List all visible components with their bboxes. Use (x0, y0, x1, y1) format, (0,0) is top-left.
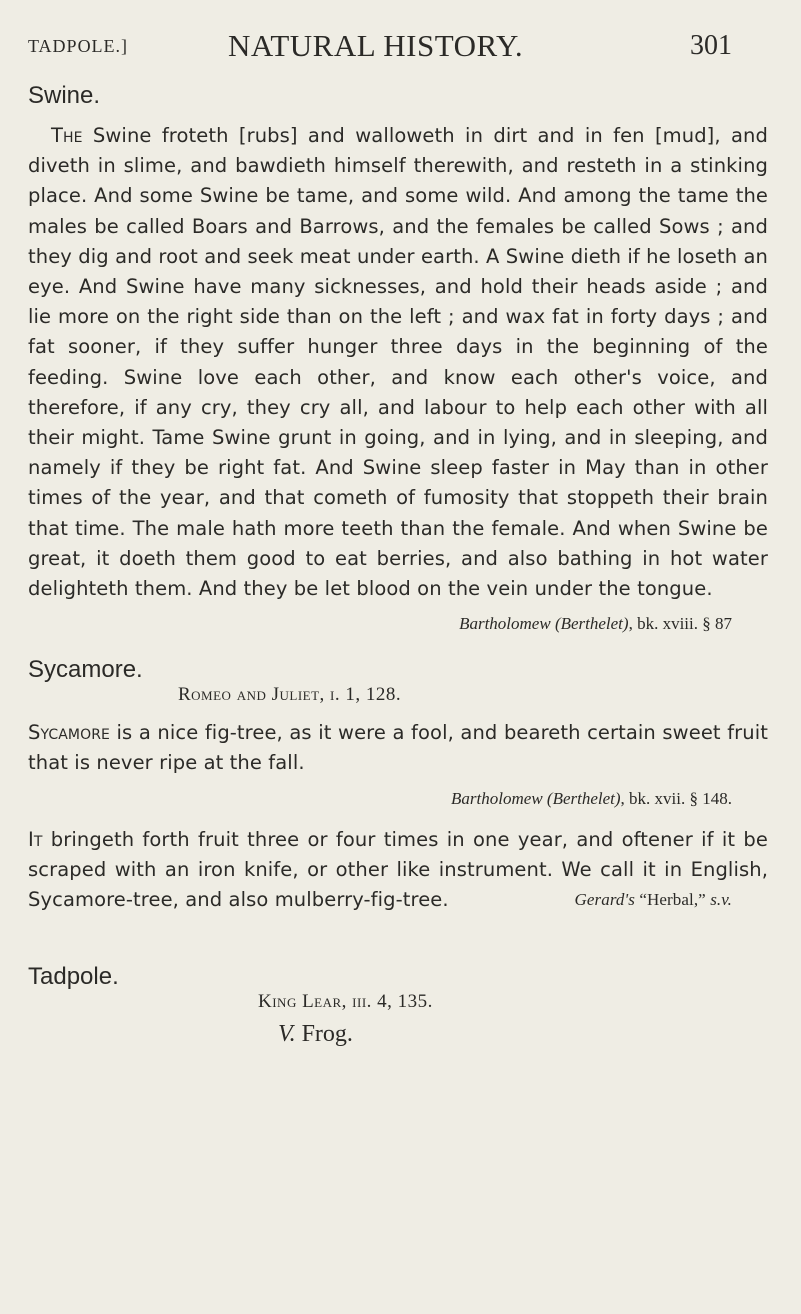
tadpole-reference: King Lear, iii. 4, 135. (258, 991, 433, 1013)
swine-cite-author: Bartholomew (459, 614, 551, 634)
book-page (28, 28, 768, 1048)
sycamore-cite-ref: , bk. xvii. § 148. (620, 788, 732, 808)
tadpole-see-also (278, 1021, 768, 1048)
page-number: 301 (690, 30, 732, 61)
entry-tadpole (28, 963, 768, 1048)
entry-heading-swine: Swine. (28, 82, 101, 109)
swine-cite-translator: (Berthelet) (554, 614, 629, 634)
sycamore-citation (28, 789, 768, 809)
swine-cite-ref: , bk. xviii. § 87 (628, 614, 732, 634)
swine-text: Swine froteth [rubs] and walloweth in dirt and in fen [mud], and diveth in slime, and bawdieth himself therewith, and resteth in a stinking place. And some Swine be tame, and some wild. And among the tame the males be called Boars and Barrows, and the females be called Sows ; and they dig and root and seek meat under earth. A Swine dieth if he loseth an eye. And Swine have many sicknesses, and hold their heads aside ; and lie more on the right side than on the left ; and wax fat in forty days ; and fat sooner, if they suffer hunger three days in the beginning of the feeding. Swine love each other, and know each other's voice, and therefore, if any cry, they cry all, and labour to help each other with all their might. Tame Swine grunt in going, and in lying, and in sleeping, and namely if they be right fat. And Swine sleep faster in May than in other times of the year, and that cometh of fumosity that stoppeth their brain that time. The male hath more teeth than the female. And when Swine be great, it doeth them good to eat berries, and also bathing in hot water delighteth them. And they be let blood on the vein under the tongue. (28, 124, 768, 601)
sycamore-text-2: bringeth forth fruit three or four times in one year, and oftener if it be scraped with an iron knife, or other like instrument. We call it in English, Sycamore-tree, and also mulberry-fig-tree. (28, 827, 768, 912)
sycamore-first-word: Sycamore (28, 721, 110, 745)
sycamore-cite-translator: (Berthelet) (546, 788, 621, 808)
see-also-target: Frog. (295, 1021, 353, 1048)
entry-sycamore (28, 656, 768, 915)
running-head-left: TADPOLE.] (28, 36, 129, 56)
gerard-cite-author: Gerard's (574, 890, 635, 910)
sycamore-paragraph-1 (28, 718, 768, 778)
swine-paragraph (28, 121, 768, 604)
entry-swine (28, 82, 768, 634)
running-head-title: NATURAL HISTORY. (228, 28, 524, 63)
gerard-citation (575, 885, 769, 915)
entry-heading-sycamore: Sycamore. (28, 656, 143, 684)
sycamore-cite-author: Bartholomew (451, 788, 543, 808)
entry-heading-tadpole: Tadpole. (28, 963, 119, 991)
swine-first-word: The (51, 124, 83, 147)
sycamore-reference: Romeo and Juliet, i. 1, 128. (178, 684, 402, 706)
running-head (28, 28, 768, 68)
gerard-cite-text: “Herbal,” (634, 890, 711, 910)
see-also-marker: V. (278, 1021, 296, 1048)
sycamore-second-first-word: It (28, 827, 43, 851)
gerard-cite-sv: s.v. (710, 890, 732, 910)
sycamore-paragraph-2 (28, 825, 768, 916)
swine-citation (28, 614, 768, 634)
sycamore-text-1: is a nice fig-tree, as it were a fool, and beareth certain sweet fruit that is never ripe at the fall. (28, 721, 768, 775)
